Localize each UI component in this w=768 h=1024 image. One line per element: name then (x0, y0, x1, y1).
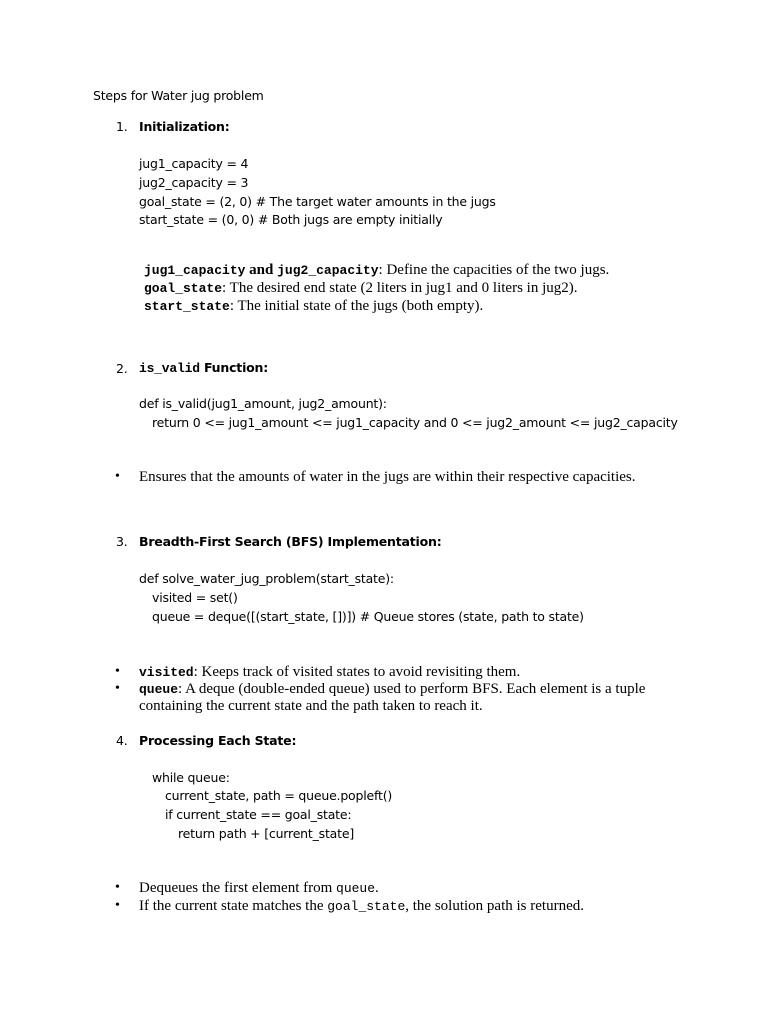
bullet-desc: , the solution path is returned. (405, 898, 584, 914)
bullet-icon: • (115, 664, 120, 679)
bullet-text (139, 681, 645, 698)
bullet-desc: : Keeps track of visited states to avoid revisiting them. (193, 664, 521, 680)
section-3-heading: Breadth-First Search (BFS) Implementation: (139, 534, 442, 549)
bullet-icon: • (115, 681, 120, 696)
heading-text: Function: (199, 360, 269, 375)
bullet-desc: . (375, 880, 379, 896)
code-line: def solve_water_jug_problem(start_state): (139, 571, 394, 586)
definition-line (144, 280, 578, 297)
bullet-continuation: containing the current state and the path taken to reach it. (139, 698, 483, 714)
section-2-heading (139, 360, 268, 376)
bullet-text: Ensures that the amounts of water in the jugs are within their respective capacities. (139, 469, 636, 485)
definition-text: : Define the capacities of the two jugs. (378, 262, 610, 278)
code-line: while queue: (152, 770, 230, 785)
bullet-text (139, 664, 520, 681)
section-2-number: 2. (116, 361, 128, 376)
bullet-text (139, 880, 379, 897)
bullet-icon: • (115, 880, 120, 895)
definition-text: : The initial state of the jugs (both empty). (229, 298, 484, 314)
inline-code: queue (336, 881, 376, 896)
bullet-icon: • (115, 469, 120, 484)
term-code: goal_state (144, 281, 223, 296)
bullet-desc: Dequeues the first element from (139, 880, 337, 896)
heading-code: is_valid (139, 361, 200, 376)
section-3-number: 3. (116, 534, 128, 549)
code-line: return 0 <= jug1_amount <= jug1_capacity and 0 <= jug2_amount <= jug2_capacity (152, 415, 678, 430)
code-line: queue = deque([(start_state, [])]) # Queue stores (state, path to state) (152, 609, 584, 624)
term-joiner: and (245, 262, 278, 278)
term-code: jug2_capacity (277, 263, 379, 278)
code-line: jug2_capacity = 3 (139, 175, 249, 190)
doc-title: Steps for Water jug problem (93, 88, 264, 103)
definition-line (144, 298, 483, 315)
bullet-desc: : A deque (double-ended queue) used to perform BFS. Each element is a tuple (178, 681, 646, 697)
term-code: visited (139, 665, 194, 680)
definition-text: : The desired end state (2 liters in jug1 and 0 liters in jug2). (222, 280, 578, 296)
section-1-number: 1. (116, 119, 128, 134)
term-code: queue (139, 682, 179, 697)
code-line: current_state, path = queue.popleft() (165, 788, 393, 803)
code-line: jug1_capacity = 4 (139, 156, 249, 171)
definition-line (144, 262, 609, 279)
bullet-desc: If the current state matches the (139, 898, 328, 914)
section-4-heading: Processing Each State: (139, 733, 297, 748)
code-line: goal_state = (2, 0) # The target water amounts in the jugs (139, 194, 496, 209)
term-code: jug1_capacity (144, 263, 246, 278)
code-line: start_state = (0, 0) # Both jugs are empty initially (139, 212, 443, 227)
code-line: def is_valid(jug1_amount, jug2_amount): (139, 396, 387, 411)
code-line: return path + [current_state] (178, 826, 354, 841)
code-line: visited = set() (152, 590, 238, 605)
term-code: start_state (144, 299, 230, 314)
bullet-text (139, 898, 584, 915)
section-1-heading: Initialization: (139, 119, 230, 134)
section-4-number: 4. (116, 733, 128, 748)
code-line: if current_state == goal_state: (165, 807, 352, 822)
inline-code: goal_state (327, 899, 406, 914)
bullet-icon: • (115, 898, 120, 913)
